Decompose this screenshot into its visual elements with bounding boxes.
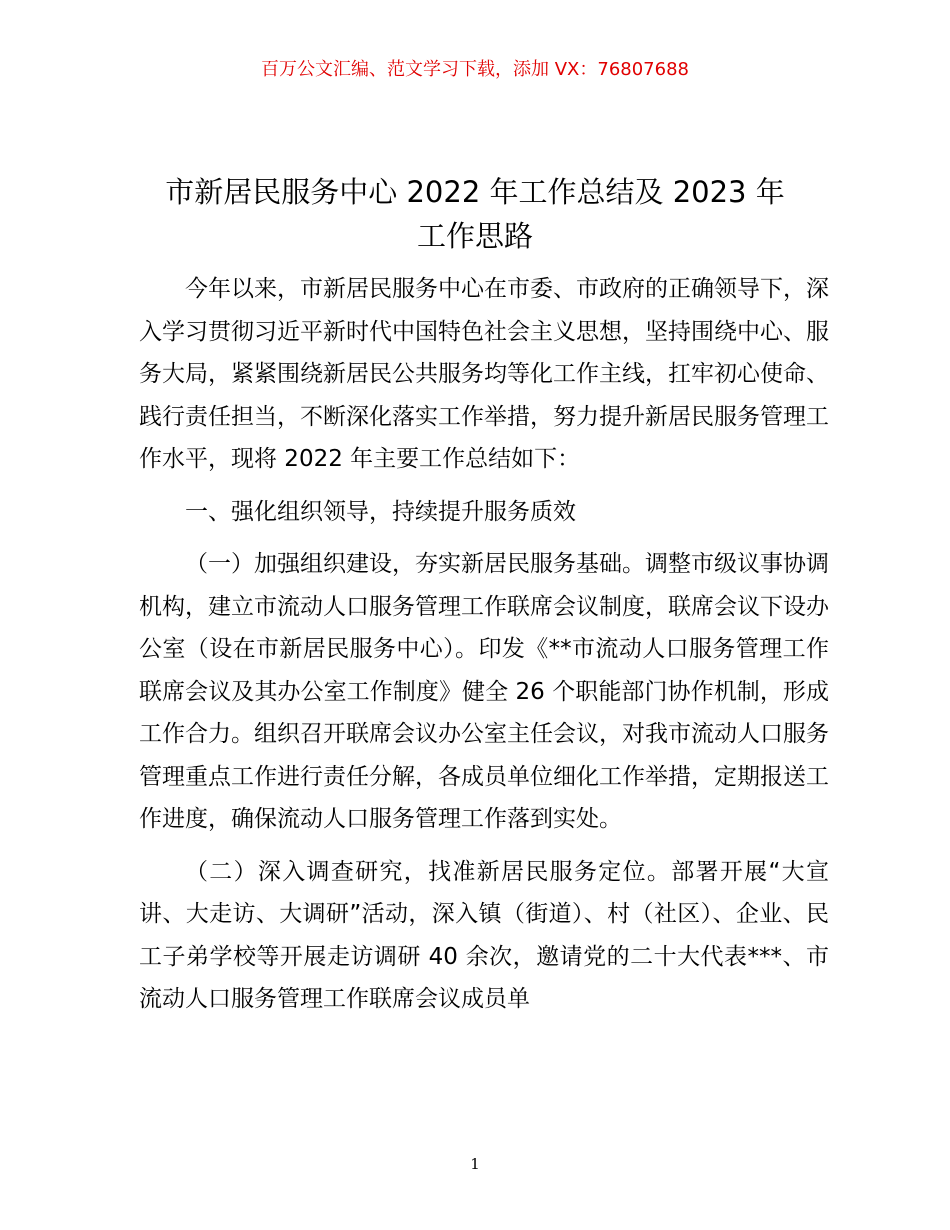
subsection-paragraph-1: （一）加强组织建设，夯实新居民服务基础。调整市级议事协调机构，建立市流动人口服务管理工作联席会议制度，联席会议下设办公室（设在市新居民服务中心）。印发《**市流动人口服务管理工作联席会议及其办公室工作制度》健全 26 个职能部门协作机制，形成工作合力。组织召开联席会议办公室主任会议，对我市流动人口服务管理重点工作进行责任分解，各成员单位细化工作举措，定期报送工作进度，确保流动人口服务管理工作落到实处。 [139,551,829,832]
document-body [139,268,829,1021]
subsection-paragraph-2: （二）深入调查研究，找准新居民服务定位。部署开展“大宣讲、大走访、大调研”活动，深入镇（街道）、村（社区）、企业、民工子弟学校等开展走访调研 40 余次，邀请党的二十大代表***、市流动人口服务管理工作联席会议成员单 [139,858,829,1012]
page-number: 1 [470,1155,480,1173]
section-heading-1: 一、强化组织领导，持续提升服务质效 [185,498,576,525]
title-line-1: 市新居民服务中心 2022 年工作总结及 2023 年 [165,175,785,209]
header-banner: 百万公文汇编、范文学习下载，添加 VX：76807688 [261,59,689,80]
title-line-2: 工作思路 [416,219,533,253]
document-title [120,170,830,258]
intro-paragraph: 今年以来，市新居民服务中心在市委、市政府的正确领导下，深入学习贯彻习近平新时代中国特色社会主义思想，坚持围绕中心、服务大局，紧紧围绕新居民公共服务均等化工作主线，扛牢初心使命、践行责任担当，不断深化落实工作举措，努力提升新居民服务管理工作水平，现将 2022 年主要工作总结如下： [139,276,829,472]
